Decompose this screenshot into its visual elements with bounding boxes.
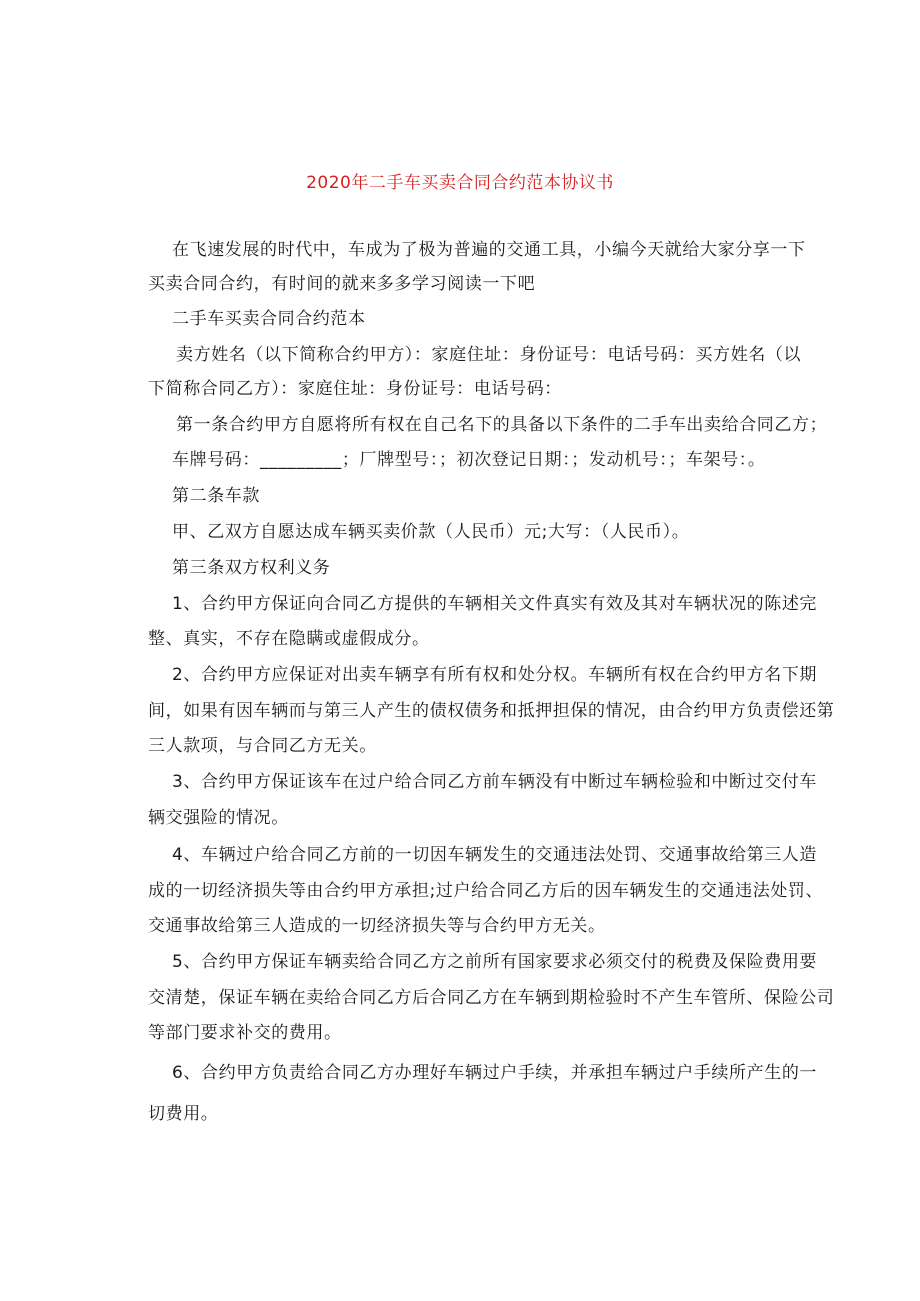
- parties-line-2: 下简称合同乙方）：家庭住址：身份证号：电话号码：: [148, 379, 562, 399]
- clause-2-line-3: 三人款项，与合同乙方无关。: [148, 736, 377, 756]
- article-2-heading: 第二条车款: [172, 486, 260, 506]
- clause-5-line-1: 5、合约甲方保证车辆卖给合同乙方之前所有国家要求必须交付的税费及保险费用要: [172, 952, 818, 972]
- clause-3-line-2: 辆交强险的情况。: [148, 808, 289, 828]
- article-3-heading: 第三条双方权利义务: [172, 558, 331, 578]
- intro-line-1: 在飞速发展的时代中，车成为了极为普遍的交通工具，小编今天就给大家分享一下: [172, 240, 806, 260]
- intro-line-2: 买卖合同合约，有时间的就来多多学习阅读一下吧: [148, 274, 536, 294]
- clause-4-line-2: 成的一切经济损失等由合约甲方承担;过户给合同乙方后的因车辆发生的交通违法处罚、: [148, 881, 824, 901]
- clause-2-line-1: 2、合约甲方应保证对出卖车辆享有所有权和处分权。车辆所有权在合约甲方名下期: [172, 665, 818, 685]
- clause-5-line-3: 等部门要求补交的费用。: [148, 1023, 342, 1043]
- clause-4-line-3: 交通事故给第三人造成的一切经济损失等与合约甲方无关。: [148, 916, 606, 936]
- clause-1-line-2: 整、真实，不存在隐瞒或虚假成分。: [148, 629, 430, 649]
- section-heading: 二手车买卖合同合约范本: [172, 309, 366, 329]
- article-1: 第一条合约甲方自愿将所有权在自己名下的具备以下条件的二手车出卖给合同乙方；: [176, 415, 828, 435]
- vehicle-info: 车牌号码：_________；厂牌型号：；初次登记日期：；发动机号：；车架号：。: [172, 450, 766, 470]
- clause-2-line-2: 间，如果有因车辆而与第三人产生的债权债务和抵押担保的情况，由合约甲方负责偿还第: [148, 701, 835, 721]
- article-2-text: 甲、乙双方自愿达成车辆买卖价款（人民币）元;大写：（人民币）。: [172, 522, 690, 542]
- parties-line-1: 卖方姓名（以下简称合约甲方）：家庭住址：身份证号：电话号码：买方姓名（以: [176, 345, 802, 365]
- clause-4-line-1: 4、车辆过户给合同乙方前的一切因车辆发生的交通违法处罚、交通事故给第三人造: [172, 845, 818, 865]
- clause-6-line-2: 切费用。: [148, 1104, 219, 1124]
- clause-3-line-1: 3、合约甲方保证该车在过户给合同乙方前车辆没有中断过车辆检验和中断过交付车: [172, 772, 818, 792]
- document-title: 2020年二手车买卖合同合约范本协议书: [306, 173, 614, 193]
- clause-1-line-1: 1、合约甲方保证向合同乙方提供的车辆相关文件真实有效及其对车辆状况的陈述完: [172, 594, 818, 614]
- clause-6-line-1: 6、合约甲方负责给合同乙方办理好车辆过户手续，并承担车辆过户手续所产生的一: [172, 1063, 818, 1083]
- clause-5-line-2: 交清楚，保证车辆在卖给合同乙方后合同乙方在车辆到期检验时不产生车管所、保险公司: [148, 988, 835, 1008]
